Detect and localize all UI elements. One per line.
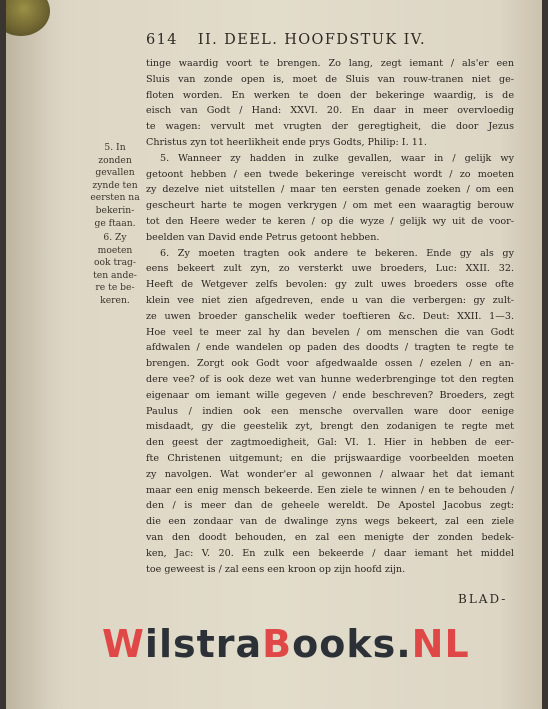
running-header [146,32,476,48]
text-line: dere vee? of is ook deze wet van hunne wederbrenginge tot den regten [146,373,514,385]
book-page [6,0,542,709]
text-line: misdaadt, gy die geestelik zyt, brengt den zodanigen te regte met [146,421,514,433]
text-line: zy navolgen. Wat wonder'er al gewonnen / alwaar het dat iemant [146,468,514,480]
text-line: floten worden. En werken te doen der bekeringe waardig, is de [146,89,514,101]
watermark-part: ooks. [292,622,412,666]
margin-note-line: 6. Zy [103,232,127,243]
margin-note-line: moeten [97,244,133,256]
margin-note-line: 5. In [104,142,126,153]
text-line: 6. Zy moeten tragten ook andere te bekeren. Ende gy als gy [160,247,514,259]
text-line: die een zondaar van de dwalinge zyns wegs bekeert, zal een ziele [146,516,514,528]
page-number: 614 [146,32,178,48]
text-line: Christus zyn tot heerlikheit ende prys Godts, Philip: I. 11. [146,136,427,148]
watermark-part: B [262,622,293,666]
text-line: Paulus / indien ook een mensche overvallen ware door eenige [146,405,514,417]
watermark-logo [102,622,470,666]
margin-note-line: eersten na [90,192,140,204]
text-line: tinge waardig voort te brengen. Zo lang, zegt iemant / als'er een [146,58,514,69]
text-line: den geest der zagtmoedigheit, Gal: VI. 1. Hier in hebben de eer- [146,437,514,449]
text-line: den / is meer dan de geheele wereldt. De Apostel Jacobus zegt: [146,500,514,512]
watermark-part: W [102,622,145,666]
watermark-part: NL [411,622,470,666]
text-line: brengen. Zorgt ook Godt voor afgedwaalde ossen / ezelen / en an- [146,358,514,370]
margin-note-line: keren. [100,294,130,306]
margin-note-line: ook trag- [93,257,137,269]
margin-note-line: bekerin- [95,204,135,216]
margin-note-line: zonden [98,154,132,166]
body-text [146,56,514,577]
text-line: eigenaar om iemant wille gegeven / ende beschreven? Broeders, zegt [146,389,514,401]
text-line: ze uwen broeder ganschelik weder toeftieren &c. Deut: XXII. 1—3. [146,310,514,322]
text-line: te wagen: vervult met vrugten der geregtigheit, die door Jezus [146,121,514,133]
text-line: zy dezelve niet uitstellen / maar ten eersten genade zoeken / om een [146,184,514,196]
text-line: eens bekeert zult zyn, zo versterkt uwe broeders, Luc: XXII. 32. [146,263,514,275]
margin-note-line: zynde ten [92,179,138,191]
text-line: van den doodt behouden, en zal een menigte der zonden bedek- [146,531,514,543]
text-line: tot den Heere weder te keren / op die wyze / gelijk wy uit de voor- [146,215,514,227]
text-line: Heeft de Wetgever zelfs bevolen: gy zult uwes broeders osse ofte [146,279,514,291]
margin-note-line: gevallen [95,167,135,179]
text-line: gescheurt harte te mogen verkrygen / om met een waaragtig berouw [146,200,514,212]
text-line: toe geweest is / zal eens een kroon op zijn hoofd zijn. [146,563,406,575]
text-line: 5. Wanneer zy hadden in zulke gevallen, waar in / gelijk wy [160,152,514,164]
margin-note-line: re te be- [95,282,135,294]
text-line: ken, Jac: V. 20. En zulk een bekeerde / daar iemant het middel [146,547,514,559]
text-line: getoont hebben / een twede bekeringe vereischt wordt / zo moeten [146,168,514,180]
margin-note [86,142,144,230]
text-line: beelden van David ende Petrus getoont hebben. [146,231,380,243]
text-line: eisch van Godt / Hand: XXVI. 20. En daar in meer overvloedig [146,105,514,117]
margin-note-line: ten ande- [93,269,137,281]
text-line: maar een enig mensch bekeerde. Een ziele te winnen / en te behouden / [146,484,514,496]
margin-note-line: ge ftaan. [94,217,136,229]
text-line: klein vee niet zien afgedreven, ende u van die verbergen: gy zult- [146,294,514,306]
chapter-title: II. DEEL. HOOFDSTUK IV. [197,32,427,48]
text-line: afdwalen / ende wandelen op paden des doodts / tragten te regte te [146,342,514,354]
margin-note [86,232,144,308]
watermark-part: ilstra [144,622,263,666]
text-line: Hoe veel te meer zal hy dan bevelen / om menschen die van Godt [146,326,514,338]
text-line: fte Christenen uitgemunt; en die prijswaardige voorbeelden moeten [146,452,514,464]
text-line: Sluis van zonde open is, moet de Sluis van rouw-tranen niet ge- [146,73,514,85]
catchword: BLAD- [458,592,508,606]
brass-ornament-icon [6,0,50,36]
